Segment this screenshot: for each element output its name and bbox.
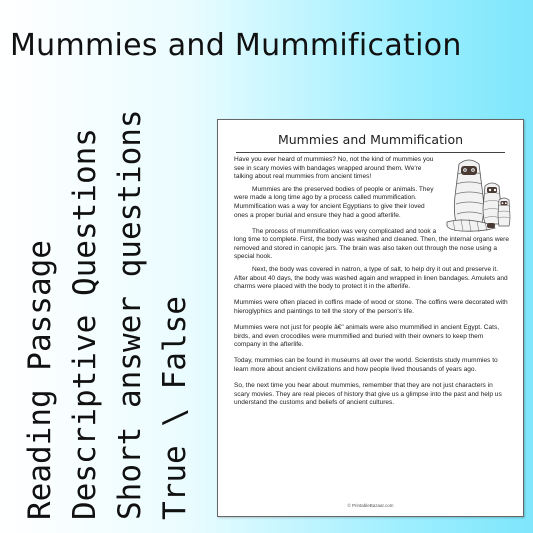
mummies-illustration bbox=[441, 156, 511, 234]
mummy-large-icon bbox=[454, 160, 483, 226]
paragraph-3: The process of mummification was very complicated and took a long time to complete. First, the body was washed and cleaned. Then, the internal organs were removed and stored in canopic jars. The brain was also taken out through the nose using a special hook. bbox=[234, 227, 510, 261]
paragraph-2: Mummies are the preserved bodies of people or animals. They were made a long time ago by a process called mummification. Mummification was a way for ancient Egyptians to give their loved ones a proper burial and ensure they had a good afterlife. bbox=[234, 185, 434, 219]
mummy-small-icon bbox=[498, 198, 510, 226]
side-label-true-false: True \ False bbox=[157, 296, 193, 520]
side-labels bbox=[18, 109, 198, 520]
worksheet-title: Mummies and Mummification bbox=[277, 132, 464, 147]
worksheet-preview bbox=[217, 119, 524, 517]
title-divider bbox=[236, 152, 505, 153]
paragraph-1: Have you ever heard of mummies? No, not the kind of mummies you see in scary movies with bandages wrapped around them. We're talking about real mummies from ancient times! bbox=[234, 156, 434, 181]
page-headline: Mummies and Mummification bbox=[10, 28, 462, 63]
paragraph-8: So, the next time you hear about mummies, remember that they are not just characters in scary movies. They are real pieces of history that give us a glimpse into the past and help us understand the customs and beliefs of ancient cultures. bbox=[234, 381, 502, 407]
side-label-reading-passage: Reading Passage bbox=[22, 240, 58, 520]
paragraph-7: Today, mummies can be found in museums all over the world. Scientists study mummies to learn more about ancient civilizations and how people lived thousands of years ago. bbox=[234, 357, 498, 373]
side-label-descriptive-questions: Descriptive Questions bbox=[67, 128, 103, 520]
worksheet-footer: © PrintableBazaar.com bbox=[347, 503, 394, 508]
paragraph-6: Mummies were not just for people â€" animals were also mummified in ancient Egypt. Cats, birds, and even crocodiles were mummified and buried with their owners to keep them company in the afterlife. bbox=[234, 324, 500, 349]
reading-passage bbox=[234, 156, 509, 415]
paragraph-4: Next, the body was covered in natron, a type of salt, to help dry it out and preserve it. After about 40 days, the body was washed again and wrapped in linen bandages. Amulets and charms were placed with the body to protect it in the afterlife. bbox=[234, 266, 508, 291]
paragraph-5: Mummies were often placed in coffins made of wood or stone. The coffins were decorated with hieroglyphics and paintings to tell the story of the person's life. bbox=[234, 299, 508, 315]
side-label-short-answer-questions: Short answer questions bbox=[112, 109, 148, 520]
